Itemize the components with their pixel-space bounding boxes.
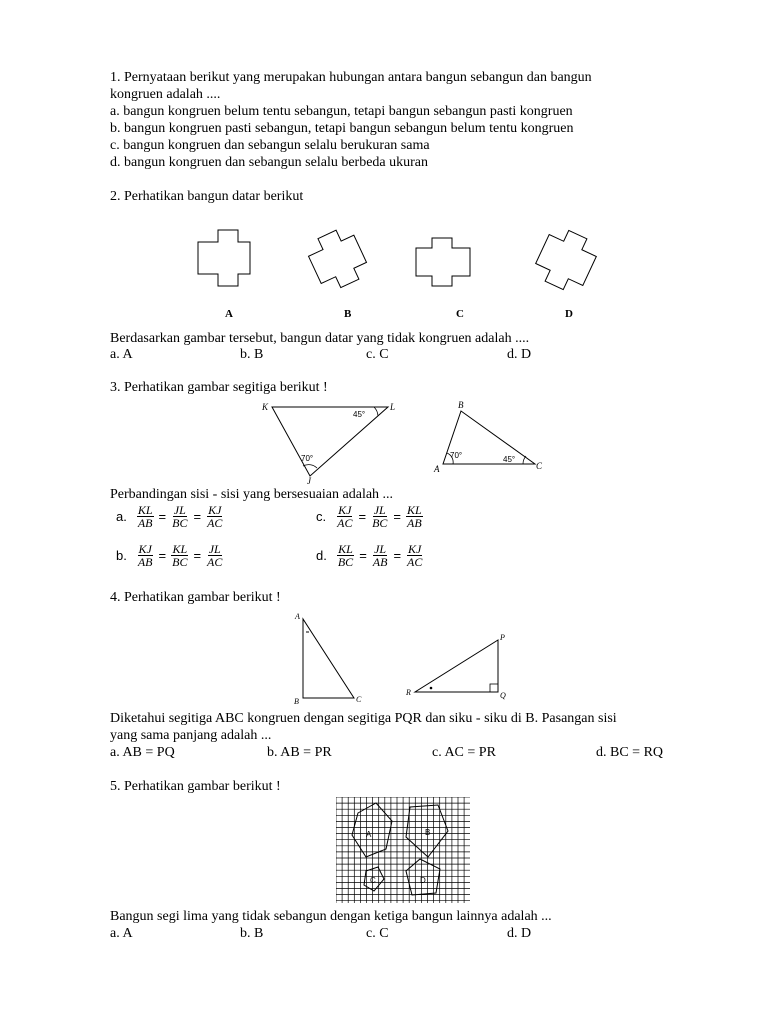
q4-tri2-label-p: P (500, 633, 505, 642)
q3-tri2-angle-a: 70° (450, 451, 463, 460)
q3-tri2-label-a: A (434, 464, 440, 474)
q3-option-b-letter: b. (116, 548, 127, 563)
q2-shape-b (303, 224, 371, 294)
q5-option-a: a. A (110, 926, 133, 941)
q4-line-1: Diketahui segitiga ABC kongruen dengan segitiga PQR dan siku - siku di B. Pasangan sisi (110, 711, 617, 726)
q2-question: Berdasarkan gambar tersebut, bangun datar yang tidak kongruen adalah .... (110, 331, 530, 346)
q3-option-a-letter: a. (116, 509, 127, 524)
q1-option-c: c. bangun kongruen dan sebangun selalu berukuran sama (110, 138, 430, 153)
q1-option-a: a. bangun kongruen belum tentu sebangun, tetapi bangun sebangun pasti kongruen (110, 104, 573, 119)
q4-tri2-label-q: Q (500, 691, 506, 700)
q3-prompt: 3. Perhatikan gambar segitiga berikut ! (110, 380, 328, 395)
q1-option-d: d. bangun kongruen dan sebangun selalu berbeda ukuran (110, 155, 429, 170)
q3-tri1-angle-j: 70° (301, 454, 314, 463)
q4-triangle-pqr (415, 640, 498, 692)
q2-option-c: c. C (366, 347, 389, 362)
q3-option-d-letter: d. (316, 548, 327, 563)
q4-tri1-label-c: C (356, 695, 362, 704)
q4-prompt: 4. Perhatikan gambar berikut ! (110, 590, 281, 605)
q2-label-b: B (344, 308, 352, 320)
q5-label-a: A (366, 830, 372, 839)
q3-question: Perbandingan sisi - sisi yang bersesuaian adalah ... (110, 487, 394, 502)
q2-option-a: a. A (110, 347, 133, 362)
q3-tri1-label-l: L (390, 402, 396, 412)
q5-option-c: c. C (366, 926, 389, 941)
q5-option-d: d. D (507, 926, 532, 941)
q3-tri2-angle-c: 45° (503, 455, 516, 464)
q1-line-1: 1. Pernyataan berikut yang merupakan hubungan antara bangun sebangun dan bangun (110, 70, 592, 85)
q2-shape-c (416, 238, 470, 286)
q2-shapes-figure (190, 222, 620, 302)
q4-tri2-label-r: R (406, 688, 411, 697)
q4-option-b: b. AB = PR (267, 745, 332, 760)
q2-option-b: b. B (240, 347, 264, 362)
q5-pentagon-a (352, 803, 392, 857)
q2-prompt: 2. Perhatikan bangun datar berikut (110, 189, 304, 204)
q4-option-a: a. AB = PQ (110, 745, 175, 760)
q2-shape-d (531, 224, 602, 297)
q5-grid-figure (336, 797, 470, 903)
q3-option-d: d. $\frac{KL}{BC}$ = $\frac{JL}{AB}$ = $\frac{KJ}{AC}$ (316, 542, 423, 569)
q3-tri2-label-c: C (536, 461, 543, 471)
q4-tri1-label-b: B (294, 697, 299, 706)
q2-label-c: C (456, 308, 464, 320)
q4-option-c: c. AC = PR (432, 745, 496, 760)
q2-shape-a (198, 230, 250, 286)
q3-option-a: a. $\frac{KL}{AB}$ = $\frac{JL}{BC}$ = $\frac{KJ}{AC}$ (116, 503, 223, 530)
q3-triangles-figure (255, 396, 555, 486)
q5-option-b: b. B (240, 926, 264, 941)
q3-tri1-angle-l: 45° (353, 410, 366, 419)
q5-prompt: 5. Perhatikan gambar berikut ! (110, 779, 281, 794)
q5-label-c: C (370, 876, 376, 885)
q3-triangle-klj (272, 407, 388, 476)
q2-label-a: A (225, 308, 233, 320)
q2-label-d: D (565, 308, 573, 320)
q2-option-d: d. D (507, 347, 532, 362)
q4-tri1-label-a: A (295, 612, 300, 621)
q1-line-2: kongruen adalah .... (110, 87, 221, 102)
q3-option-c: c. $\frac{KJ}{AC}$ = $\frac{JL}{BC}$ = $\frac{KL}{AB}$ (316, 503, 422, 530)
q4-line-2: yang sama panjang adalah ... (110, 728, 272, 743)
q5-grid (336, 797, 470, 903)
q3-option-b: b. $\frac{KJ}{AB}$ = $\frac{KL}{BC}$ = $\frac{JL}{AC}$ (116, 542, 223, 569)
q1-option-b: b. bangun kongruen pasti sebangun, tetapi bangun sebangun belum tentu kongruen (110, 121, 574, 136)
q3-tri2-label-b: B (458, 400, 464, 410)
q4-triangles-figure (290, 608, 520, 708)
q4-option-d: d. BC = RQ (596, 745, 664, 760)
q4-triangle-abc (303, 619, 354, 698)
q3-tri1-label-k: K (262, 402, 269, 412)
q5-label-b: B (425, 828, 431, 837)
q5-label-d: D (420, 876, 426, 885)
q3-tri1-label-j: J (307, 476, 311, 486)
q3-option-c-letter: c. (316, 509, 327, 524)
q5-question: Bangun segi lima yang tidak sebangun dengan ketiga bangun lainnya adalah ... (110, 909, 552, 924)
